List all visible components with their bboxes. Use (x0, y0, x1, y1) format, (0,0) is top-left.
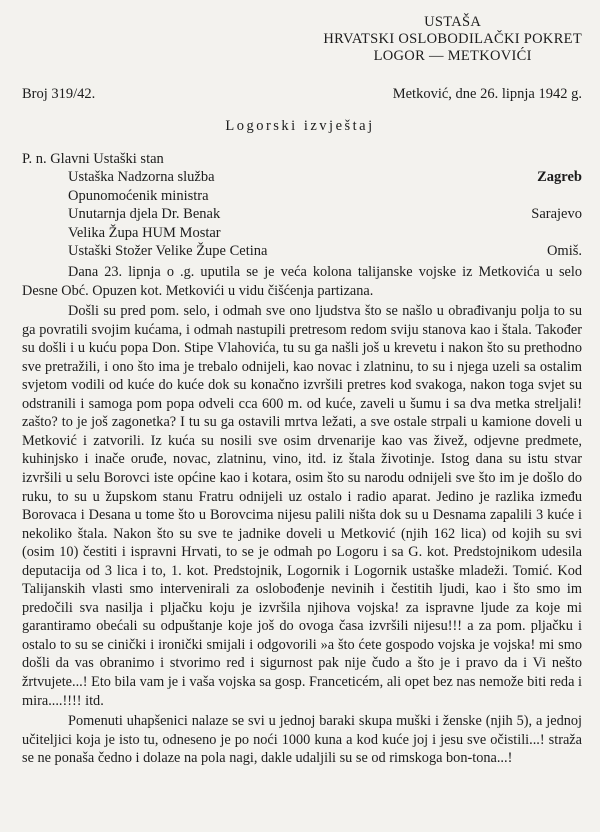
report-paragraph: Dana 23. lipnja o .g. uputila se je veća kolona talijanske vojske iz Metkovića u selo Desne Obć. Opuzen kot. Metkovići u vidu čišćenja partizana. (22, 264, 582, 299)
report-paragraph: Došli su pred pom. selo, i odmah sve ono ljudstva što se našlo u obrađivanju polja to su ga povratili svojim kućama, i odmah nastupili pretresom redom sviju stanova kao i štala. Također su došli i u kuću popa Don. Stipe Vlahovića, tu su ga našli još u krevetu i nakon što su prethodno sve pretražili, i ono što ima je trebalo odnijeli, kao novac i zlatninu, to su i njega uzeli sa ostalim svjetom vodili od kuće do kuće dok su konačno izvršili pretres kod svakoga, nakon toga svjet su odstranili i samoga pom popa odveli cca 600 m. od kuće, zaveli u šumu i sa dva metka streljali! zašto? to je još zagonetka? I tu su ga ostavili mrtva ležati, a sve ostale strpali u kamione doveli u Metković i zatvorili. Iz kuća su nosili sve osim drvenarije kao vas živež, odjevne predmete, kuhinjsko i inače oruđe, novac, zlatninu, vino, itd. iz štala životinje. Istog dana su istu stvar izvršili u selu Borovci iste općine kao i kotara, osim što su narodu odnijeli sve što im je došlo do ruku, to su u župskom stanu Fratru odnijeli uz ostalo i radio aparat. Jedino je razlika između Borovaca i Desana u tome što u Borovcima nijesu palili ništa dok su u Desnama zapalili 3 kuće i nekoliko štala. Nakon što su sve te jadnike doveli u Metković (njih 162 lica) od kojih su svi (osim 10) čestiti i ispravni Hrvati, to se je odmah po Logoru i sa G. kot. Predstojnikom udesila deputacija od 3 lica i to, 1. kot. Predstojnik, Logornik i Logornik ustaške mladeži. Tomić. Kod Talijanskih vlasti smo intervenirali za oslobođenje nevinih i čestitih ljudi, kao i što smo im predočili sva nasilja i pljačku koju je izvršila njihova vojska! za ispravne ljude za koje mi garantiramo obećali su odpuštanje koje još do ovoga časa izvršili nijesu!!! a za pom. pljačku i ostalo to su se cinički i ironički smijali i odgovorili »a što ćete gospodo vojska je vojska! mi smo došli da vas obranimo i stvorimo red i sigurnost pak nije čudo a što je i pravo da i Vi nešto žrtvujete...! Eto bila vam je i vaša vojska sa gosp. Franceticém, ali opet bez nas nemože biti reda i mira....!!!! itd. (22, 303, 582, 709)
letterhead-movement: HRVATSKI OSLOBODILAČKI POKRET (323, 31, 582, 47)
addressee-city: Zagreb (537, 169, 582, 186)
addressee-row (22, 205, 582, 223)
addressee-row (22, 150, 582, 168)
addressee-row (22, 242, 582, 260)
addressee-name: Ustaška Nadzorna služba (68, 169, 215, 186)
addressee-block (22, 150, 582, 260)
report-body (22, 263, 582, 770)
addressee-name: Unutarnja djela Dr. Benak (68, 206, 221, 223)
addressee-name: Opunomoćenik ministra (68, 187, 209, 204)
letterhead (323, 14, 582, 65)
report-paragraph: Pomenuti uhapšenici nalaze se svi u jednoj baraki skupa muški i ženske (njih 5), a jednoj učiteljici koja je isto tu, odneseno je po noći 1000 kuna a kod kuće joj i jesu sve očistili...! straža se ne ponaša čedno i dolaze na pola nagi, dakle udaljili su se od rimskoga bon-tona...! (22, 713, 582, 767)
addressee-row (22, 187, 582, 205)
letterhead-organization: USTAŠA (424, 14, 482, 30)
addressee-city: Omiš. (546, 242, 582, 259)
document-title: Logorski izvještaj (225, 118, 375, 134)
addressee-name: P. n. Glavni Ustaški stan (22, 151, 164, 167)
document-number: Broj 319/42. (22, 86, 96, 102)
addressee-name: Velika Župa HUM Mostar (68, 224, 221, 241)
addressee-city: Sarajevo (531, 206, 582, 223)
addressee-name: Ustaški Stožer Velike Župe Cetina (68, 242, 268, 259)
letterhead-camp: LOGOR — METKOVIĆI (373, 48, 532, 64)
addressee-row (22, 168, 582, 186)
addressee-row (22, 224, 582, 242)
place-and-date: Metković, dne 26. lipnja 1942 g. (392, 86, 582, 102)
